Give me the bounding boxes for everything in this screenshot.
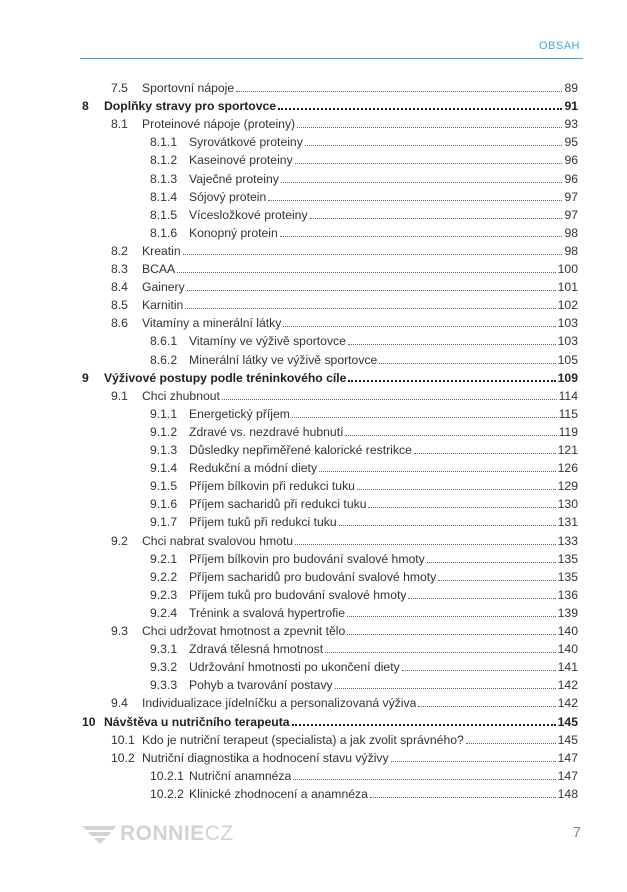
toc-entry-title: Vícesložkové proteiny	[189, 207, 308, 222]
toc-entry-number: 9.3.3	[150, 678, 178, 693]
toc-entry-page: 95	[564, 135, 578, 150]
toc-entry	[82, 223, 578, 241]
toc-dot-leader	[348, 343, 556, 345]
toc-entry-page: 91	[564, 99, 578, 114]
toc-entry-title: Syrovátkové proteiny	[189, 135, 303, 150]
toc-entry	[82, 784, 578, 802]
toc-entry-number: 8.1.2	[150, 153, 178, 168]
toc-entry-title: Nutriční diagnostika a hodnocení stavu výživy	[142, 750, 389, 765]
toc-entry	[82, 368, 578, 386]
toc-dot-leader	[347, 633, 555, 635]
toc-dot-leader	[278, 107, 562, 110]
toc-entry-title: Redukční a módní diety	[189, 461, 318, 476]
toc-dot-leader	[293, 778, 555, 780]
toc-entry	[82, 422, 578, 440]
toc-entry	[82, 585, 578, 603]
toc-entry-page: 133	[557, 533, 578, 548]
toc-entry	[82, 766, 578, 784]
toc-entry-page: 145	[557, 714, 578, 729]
toc-entry	[82, 169, 578, 187]
toc-dot-leader	[370, 796, 556, 798]
toc-entry-page: 119	[558, 424, 578, 439]
toc-entry	[82, 603, 578, 621]
toc-entry-number: 8.1.4	[150, 189, 178, 204]
toc-entry	[82, 350, 578, 368]
toc-entry-page: 97	[564, 207, 578, 222]
toc-dot-leader	[295, 543, 556, 545]
toc-entry-number: 9.3	[111, 624, 128, 638]
toc-entry	[82, 531, 578, 549]
toc-entry-number: 8.1.3	[150, 171, 178, 186]
toc-dot-leader	[325, 651, 556, 653]
toc-dot-leader	[280, 235, 563, 237]
toc-entry-title: Zdravé vs. nezdravé hubnutí	[189, 424, 344, 439]
toc-entry-number: 10.2	[111, 750, 135, 765]
toc-entry-number: 9.2.1	[150, 551, 178, 566]
toc-entry-number: 9.2.3	[150, 587, 178, 602]
toc-entry-number: 9.2.2	[150, 569, 178, 584]
running-header: OBSAH	[538, 40, 580, 52]
toc-entry	[82, 748, 578, 766]
toc-dot-leader	[305, 144, 563, 146]
ronnie-wing-icon	[82, 824, 116, 844]
toc-entry-page: 147	[557, 750, 578, 765]
toc-entry-title: Příjem sacharidů při redukci tuku	[189, 497, 367, 512]
toc-entry-page: 145	[557, 732, 578, 747]
toc-entry-page: 130	[557, 497, 578, 512]
toc-dot-leader	[295, 162, 563, 164]
toc-entry-page: 98	[564, 225, 578, 240]
toc-dot-leader	[402, 669, 556, 671]
toc-entry-title: Karnitin	[142, 298, 184, 313]
toc-entry	[82, 277, 578, 295]
toc-entry-number: 8.6.1	[150, 334, 178, 349]
header-rule	[80, 58, 583, 59]
toc-dot-leader	[418, 705, 555, 707]
toc-entry	[82, 567, 578, 585]
toc-entry-title: Pohyb a tvarování postavy	[189, 678, 333, 693]
toc-entry-page: 115	[558, 406, 578, 421]
toc-dot-leader	[268, 199, 562, 201]
toc-entry	[82, 549, 578, 567]
toc-entry-title: Doplňky stravy pro sportovce	[104, 99, 277, 114]
toc-entry-page: 140	[557, 642, 578, 657]
toc-entry-number: 10.2.2	[150, 786, 184, 801]
toc-entry-title: Vitamíny ve výživě sportovce	[189, 334, 346, 349]
toc-entry-page: 93	[564, 117, 578, 132]
toc-dot-leader	[348, 379, 555, 382]
toc-entry-page: 140	[557, 624, 578, 638]
toc-entry-title: Kdo je nutriční terapeut (specialista) a jak zvolit správného?	[142, 732, 464, 747]
toc-dot-leader	[292, 416, 557, 418]
toc-entry-number: 8.1.6	[150, 225, 178, 240]
toc-entry-title: Chci nabrat svalovou hmotu	[142, 533, 294, 548]
toc-entry-page: 98	[564, 243, 578, 258]
toc-entry-page: 109	[557, 370, 578, 385]
toc-entry-page: 102	[557, 298, 578, 313]
toc-entry-title: Návštěva u nutričního terapeuta	[104, 714, 290, 729]
toc-dot-leader	[408, 597, 555, 599]
toc-entry-number: 9.4	[111, 696, 128, 711]
toc-entry-number: 9.1	[111, 388, 128, 403]
toc-entry-number: 9.1.4	[150, 461, 178, 476]
toc-entry	[82, 730, 578, 748]
toc-entry-page: 142	[557, 696, 578, 711]
toc-entry-title: Proteinové nápoje (proteiny)	[142, 117, 296, 132]
toc-entry	[82, 386, 578, 404]
toc-dot-leader	[281, 181, 563, 183]
toc-entry	[82, 657, 578, 675]
toc-entry-number: 8.2	[111, 243, 128, 258]
toc-entry-number: 8.1.1	[150, 135, 178, 150]
toc-entry-title: Energetický příjem	[189, 406, 290, 421]
toc-dot-leader	[391, 760, 556, 762]
toc-entry	[82, 639, 578, 657]
toc-entry	[82, 476, 578, 494]
toc-dot-leader	[222, 398, 557, 400]
toc-dot-leader	[345, 434, 556, 436]
toc-dot-leader	[368, 506, 555, 508]
toc-entry-title: Sportovní nápoje	[142, 81, 235, 95]
toc-dot-leader	[185, 307, 555, 309]
toc-entry	[82, 205, 578, 223]
toc-entry-number: 9.3.1	[150, 642, 178, 657]
toc-entry	[82, 78, 578, 96]
logo-text-thin: CZ	[204, 822, 234, 845]
toc-entry-title: Konopný protein	[189, 225, 278, 240]
toc-entry-page: 97	[564, 189, 578, 204]
toc-entry-number: 9.1.6	[150, 497, 178, 512]
toc-entry	[82, 132, 578, 150]
toc-entry-title: Individualizace jídelníčku a personalizovaná výživa	[142, 696, 417, 711]
toc-entry-number: 8.3	[111, 262, 128, 276]
toc-entry-title: Příjem sacharidů pro budování svalové hmoty	[189, 569, 437, 584]
toc-entry	[82, 712, 578, 730]
toc-dot-leader	[414, 452, 556, 454]
toc-entry-number: 8.4	[111, 280, 128, 295]
toc-entry-number: 9.1.7	[150, 515, 178, 530]
toc-entry-title: Příjem tuků při redukci tuku	[189, 515, 337, 530]
toc-entry	[82, 675, 578, 693]
toc-entry-number: 10	[82, 714, 96, 729]
toc-entry-title: Minerální látky ve výživě sportovce	[189, 352, 378, 367]
toc-dot-leader	[339, 524, 556, 526]
toc-entry-page: 105	[557, 352, 578, 367]
toc-entry-number: 9.3.2	[150, 660, 178, 675]
toc-entry-title: Trénink a svalová hypertrofie	[189, 605, 346, 620]
toc-entry-title: Chci udržovat hmotnost a zpevnit tělo	[142, 624, 346, 638]
toc-entry-page: 135	[557, 551, 578, 566]
toc-dot-leader	[236, 90, 562, 92]
toc-entry-page: 126	[557, 461, 578, 476]
toc-entry-page: 131	[557, 515, 578, 530]
toc-dot-leader	[438, 579, 555, 581]
page-number: 7	[572, 824, 581, 841]
toc-entry-number: 9	[82, 370, 89, 385]
toc-entry-page: 142	[557, 678, 578, 693]
toc-entry-page: 103	[557, 316, 578, 331]
toc-dot-leader	[379, 362, 555, 364]
toc-entry	[82, 331, 578, 349]
toc-entry-page: 139	[557, 605, 578, 620]
toc-dot-leader	[177, 271, 555, 273]
toc-entry-title: Příjem tuků pro budování svalové hmoty	[189, 587, 407, 602]
toc-entry	[82, 313, 578, 331]
toc-entry-page: 136	[557, 587, 578, 602]
toc-entry-title: Výživové postupy podle tréninkového cíle	[104, 370, 347, 385]
toc-entry-title: Zdravá tělesná hmotnost	[189, 642, 324, 657]
toc-entry-title: Chci zhubnout	[142, 388, 220, 403]
toc-entry-number: 9.2.4	[150, 605, 178, 620]
toc-entry-title: Klinické zhodnocení a anamnéza	[189, 786, 368, 801]
toc-entry-page: 135	[557, 569, 578, 584]
toc-entry-title: Udržování hmotnosti po ukončení diety	[189, 660, 400, 675]
toc-entry-page: 100	[557, 262, 578, 276]
toc-entry-number: 8.6.2	[150, 352, 178, 367]
toc-entry-title: Nutriční anamnéza	[189, 768, 292, 783]
toc-entry-number: 10.1	[111, 732, 135, 747]
toc-dot-leader	[297, 126, 562, 128]
toc-entry-number: 9.1.3	[150, 443, 178, 457]
toc-entry-page: 114	[558, 388, 578, 403]
toc-entry-number: 8.1	[111, 117, 128, 132]
toc-entry-page: 103	[557, 334, 578, 349]
toc-entry	[82, 512, 578, 530]
toc-entry-number: 8.1.5	[150, 207, 178, 222]
toc-entry-page: 129	[557, 479, 578, 494]
logo-text-bold: RONNIE	[120, 822, 205, 845]
toc-dot-leader	[310, 217, 563, 219]
toc-entry	[82, 693, 578, 711]
toc-entry-number: 9.1.2	[150, 424, 178, 439]
toc-dot-leader	[427, 561, 556, 563]
toc-entry-title: Důsledky nepřiměřené kalorické restrikce	[189, 443, 412, 457]
toc-entry-page: 89	[564, 81, 578, 95]
toc-dot-leader	[335, 687, 556, 689]
toc-entry-number: 9.1.1	[150, 406, 178, 421]
toc-entry-title: Vaječné proteiny	[189, 171, 279, 186]
toc-entry-page: 147	[557, 768, 578, 783]
toc-entry	[82, 494, 578, 512]
toc-entry	[82, 621, 578, 639]
toc-entry	[82, 440, 578, 458]
toc-entry-number: 9.1.5	[150, 479, 178, 494]
toc-entry-title: Vitamíny a minerální látky	[142, 316, 282, 331]
toc-dot-leader	[319, 470, 556, 472]
toc-entry	[82, 295, 578, 313]
toc-dot-leader	[466, 742, 556, 744]
toc-entry	[82, 114, 578, 132]
toc-dot-leader	[187, 289, 556, 291]
toc-entry-title: Příjem bílkovin pro budování svalové hmoty	[189, 551, 425, 566]
toc-dot-leader	[357, 488, 556, 490]
toc-entry-number: 10.2.1	[150, 768, 184, 783]
toc-entry-number: 7.5	[111, 81, 128, 95]
toc-entry	[82, 259, 578, 277]
toc-entry-page: 96	[564, 153, 578, 168]
toc-entry	[82, 96, 578, 114]
toc-entry-number: 8.5	[111, 298, 128, 313]
toc-entry-title: Sójový protein	[189, 189, 267, 204]
toc-dot-leader	[347, 615, 556, 617]
toc-entry-page: 148	[557, 786, 578, 801]
toc-entry-number: 8.6	[111, 316, 128, 331]
toc-entry-number: 9.2	[111, 533, 128, 548]
toc-entry	[82, 187, 578, 205]
toc-entry-title: Gainery	[142, 280, 185, 295]
toc-entry	[82, 458, 578, 476]
toc-entry-page: 121	[557, 443, 578, 457]
toc-dot-leader	[183, 253, 563, 255]
toc-entry	[82, 241, 578, 259]
toc-entry-page: 141	[557, 660, 578, 675]
toc-entry	[82, 404, 578, 422]
toc-dot-leader	[283, 325, 555, 327]
toc-entry-page: 96	[564, 171, 578, 186]
toc-entry-title: BCAA	[142, 262, 176, 276]
toc-dot-leader	[292, 723, 556, 726]
toc-entry	[82, 150, 578, 168]
toc-entry-title: Příjem bílkovin při redukci tuku	[189, 479, 355, 494]
ronnie-logo	[82, 822, 234, 846]
toc-entry-title: Kaseinové proteiny	[189, 153, 293, 168]
toc-entry-number: 8	[82, 99, 89, 114]
toc-entry-page: 101	[557, 280, 578, 295]
toc-entry-title: Kreatin	[142, 243, 181, 258]
